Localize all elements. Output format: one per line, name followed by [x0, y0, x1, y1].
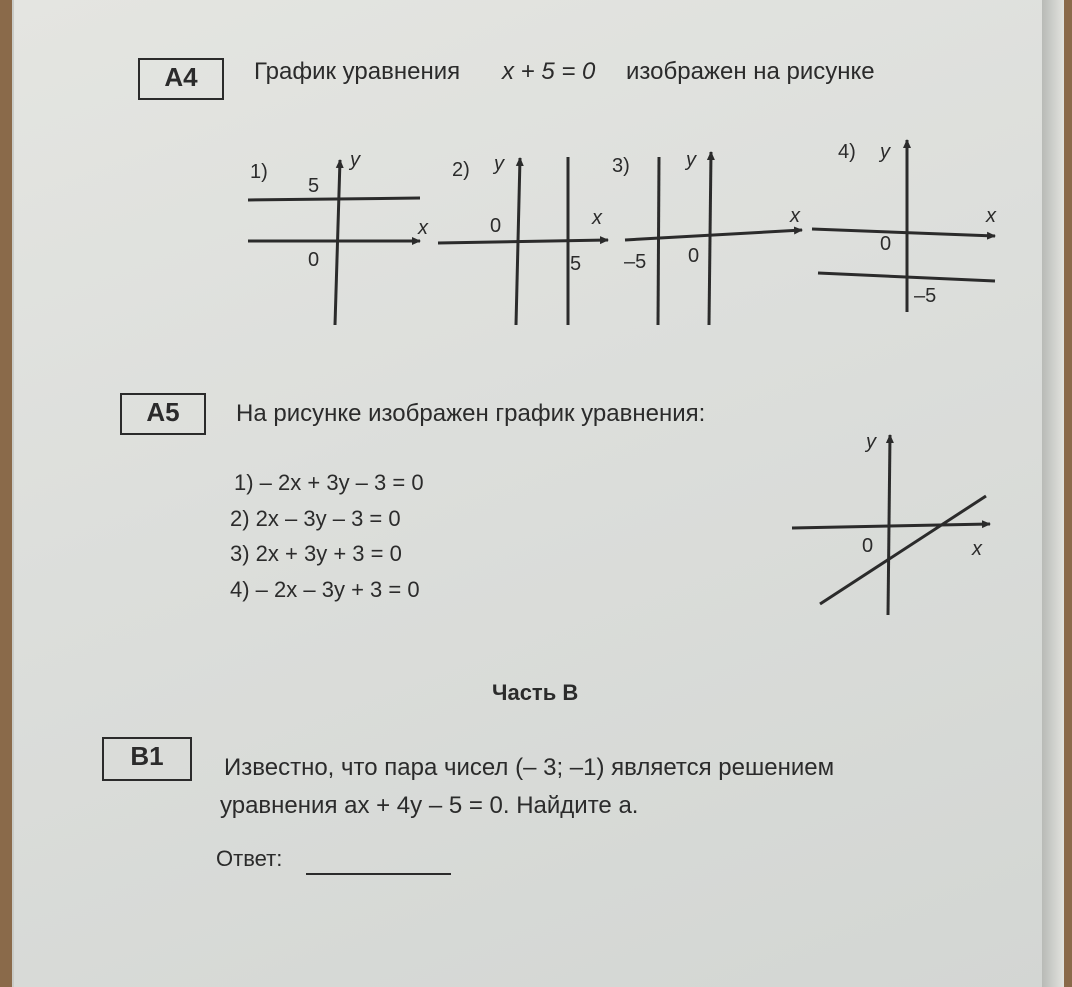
- task-a4-text-before: График уравнения: [254, 58, 461, 85]
- g1-label-0: 0: [308, 249, 320, 271]
- task-a5-text: На рисунке изображен график уравнения:: [236, 400, 706, 427]
- g3-x-label: x: [790, 205, 800, 227]
- g1-x-label: x: [418, 217, 428, 239]
- g2-label-0: 0: [490, 215, 502, 237]
- g3-x-axis: [625, 230, 802, 240]
- a5-option-2[interactable]: 2) 2x – 3y – 3 = 0: [230, 506, 401, 531]
- g4-label-neg5: –5: [914, 285, 937, 307]
- answer-blank[interactable]: [306, 873, 451, 875]
- task-b1-line1: Известно, что пара чисел (– 3; –1) является решением: [224, 754, 835, 781]
- a5-origin-label: 0: [862, 535, 874, 557]
- g2-x-axis: [438, 240, 608, 243]
- g3-label-neg5: –5: [624, 251, 647, 273]
- a5-option-4[interactable]: 4) – 2x – 3y + 3 = 0: [230, 577, 420, 602]
- task-a4-label: A4: [138, 58, 224, 100]
- g3-y-axis: [709, 152, 711, 325]
- task-a4-text-after: изображен на рисунке: [626, 58, 875, 85]
- g4-x-label: x: [986, 205, 996, 227]
- g1-label-5: 5: [308, 175, 320, 197]
- task-a4-equation: x + 5 = 0: [502, 58, 596, 85]
- g4-label-0: 0: [880, 233, 892, 255]
- task-b1-label: B1: [102, 737, 192, 781]
- g4-y-label: y: [880, 141, 890, 163]
- a4-graph-3: [612, 149, 802, 325]
- task-a5-label: A5: [120, 393, 206, 435]
- answer-label: Ответ:: [216, 846, 283, 871]
- a5-x-label: x: [972, 538, 982, 560]
- a4-graph-4: [812, 140, 997, 312]
- a5-y-axis: [888, 435, 890, 615]
- a4-graph-2: [438, 153, 608, 325]
- g3-y-label: y: [686, 149, 696, 171]
- task-b1-line2: уравнения ax + 4y – 5 = 0. Найдите a.: [220, 792, 639, 819]
- a5-x-axis: [792, 524, 990, 528]
- a5-y-label: y: [866, 431, 876, 453]
- part-b-title: Часть B: [492, 680, 579, 705]
- a4-graph-1: [248, 149, 429, 325]
- g3-graph-line: [658, 157, 659, 325]
- g2-label-5: 5: [570, 253, 582, 275]
- g3-label-0: 0: [688, 245, 700, 267]
- g2-number: 2): [452, 159, 470, 181]
- a5-graph-line: [820, 496, 986, 604]
- a5-graph: [792, 431, 990, 615]
- g2-y-label: y: [494, 153, 504, 175]
- g2-x-label: x: [592, 207, 602, 229]
- g2-y-axis: [516, 158, 520, 325]
- a5-option-1[interactable]: 1) – 2x + 3y – 3 = 0: [234, 470, 424, 495]
- g3-number: 3): [612, 155, 630, 177]
- g4-x-axis: [812, 229, 995, 236]
- a5-option-3[interactable]: 3) 2x + 3y + 3 = 0: [230, 541, 402, 566]
- g1-y-label: y: [350, 149, 360, 171]
- g4-number: 4): [838, 141, 856, 163]
- g1-number: 1): [250, 161, 268, 183]
- g1-graph-line: [248, 198, 420, 200]
